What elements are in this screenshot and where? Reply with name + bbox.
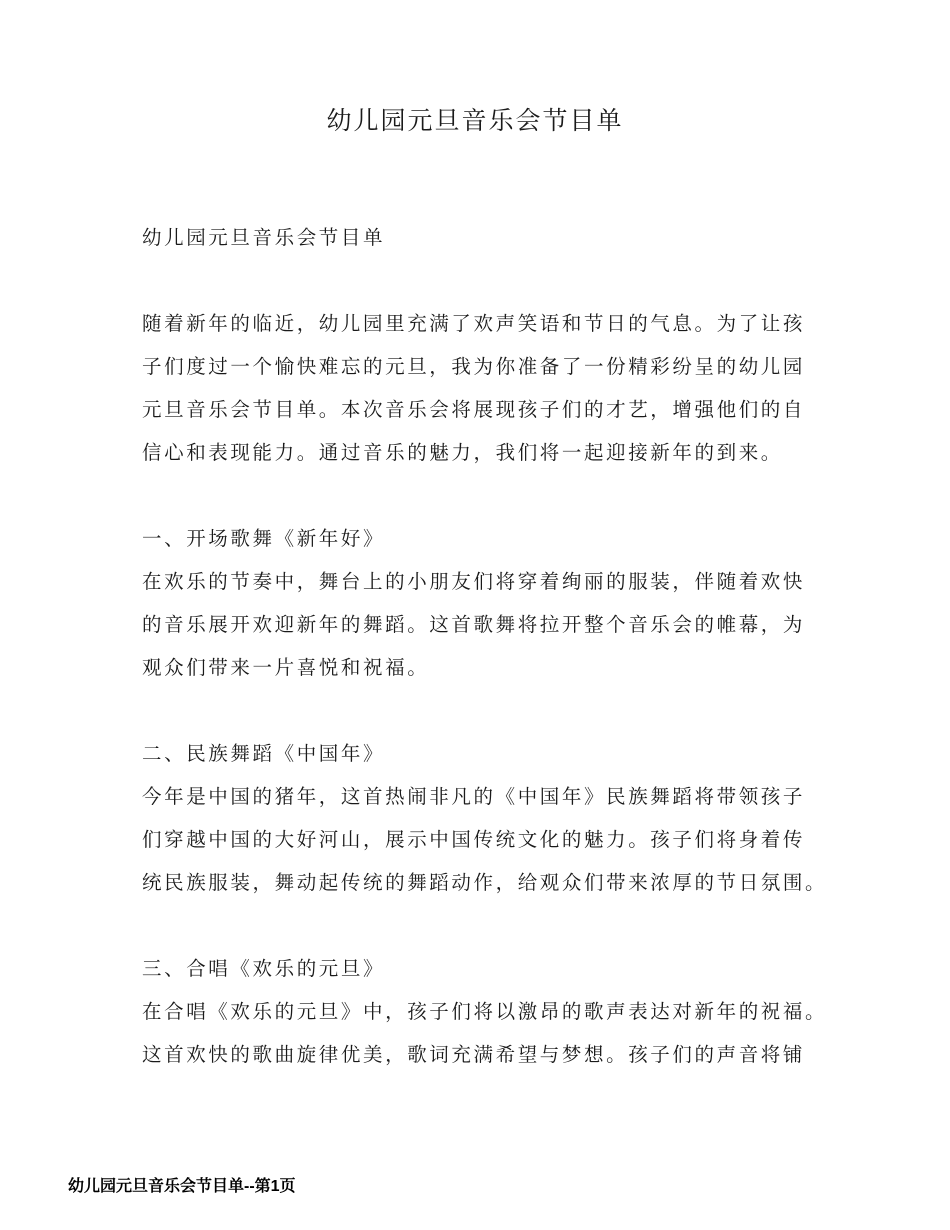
section-heading: 一、开场歌舞《新年好》 (142, 527, 386, 550)
section-line: 的音乐展开欢迎新年的舞蹈。这首歌舞将拉开整个音乐会的帷幕，为 (142, 613, 806, 636)
intro-line: 随着新年的临近，幼儿园里充满了欢声笑语和节日的气息。为了让孩 (142, 312, 806, 335)
section-line: 在合唱《欢乐的元旦》中，孩子们将以激昂的歌声表达对新年的祝福。 (142, 1000, 828, 1023)
page-title: 幼儿园元旦音乐会节目单 (326, 106, 624, 135)
document-subtitle: 幼儿园元旦音乐会节目单 (142, 226, 386, 249)
section-line: 统民族服装，舞动起传统的舞蹈动作，给观众们带来浓厚的节日氛围。 (142, 871, 828, 894)
section-heading: 二、民族舞蹈《中国年》 (142, 742, 386, 765)
section-line: 在欢乐的节奏中，舞台上的小朋友们将穿着绚丽的服装，伴随着欢快 (142, 570, 806, 593)
section-line: 今年是中国的猪年，这首热闹非凡的《中国年》民族舞蹈将带领孩子 (142, 785, 806, 808)
page-footer: 幼儿园元旦音乐会节目单--第1页 (68, 1178, 296, 1195)
intro-line: 子们度过一个愉快难忘的元旦，我为你准备了一份精彩纷呈的幼儿园 (142, 355, 806, 378)
section-heading: 三、合唱《欢乐的元旦》 (142, 957, 386, 980)
intro-line: 信心和表现能力。通过音乐的魅力，我们将一起迎接新年的到来。 (142, 441, 783, 464)
section-line: 这首欢快的歌曲旋律优美，歌词充满希望与梦想。孩子们的声音将铺 (142, 1043, 806, 1066)
section-line: 观众们带来一片喜悦和祝福。 (142, 656, 430, 679)
section-line: 们穿越中国的大好河山，展示中国传统文化的魅力。孩子们将身着传 (142, 828, 806, 851)
intro-line: 元旦音乐会节目单。本次音乐会将展现孩子们的才艺，增强他们的自 (142, 398, 806, 421)
